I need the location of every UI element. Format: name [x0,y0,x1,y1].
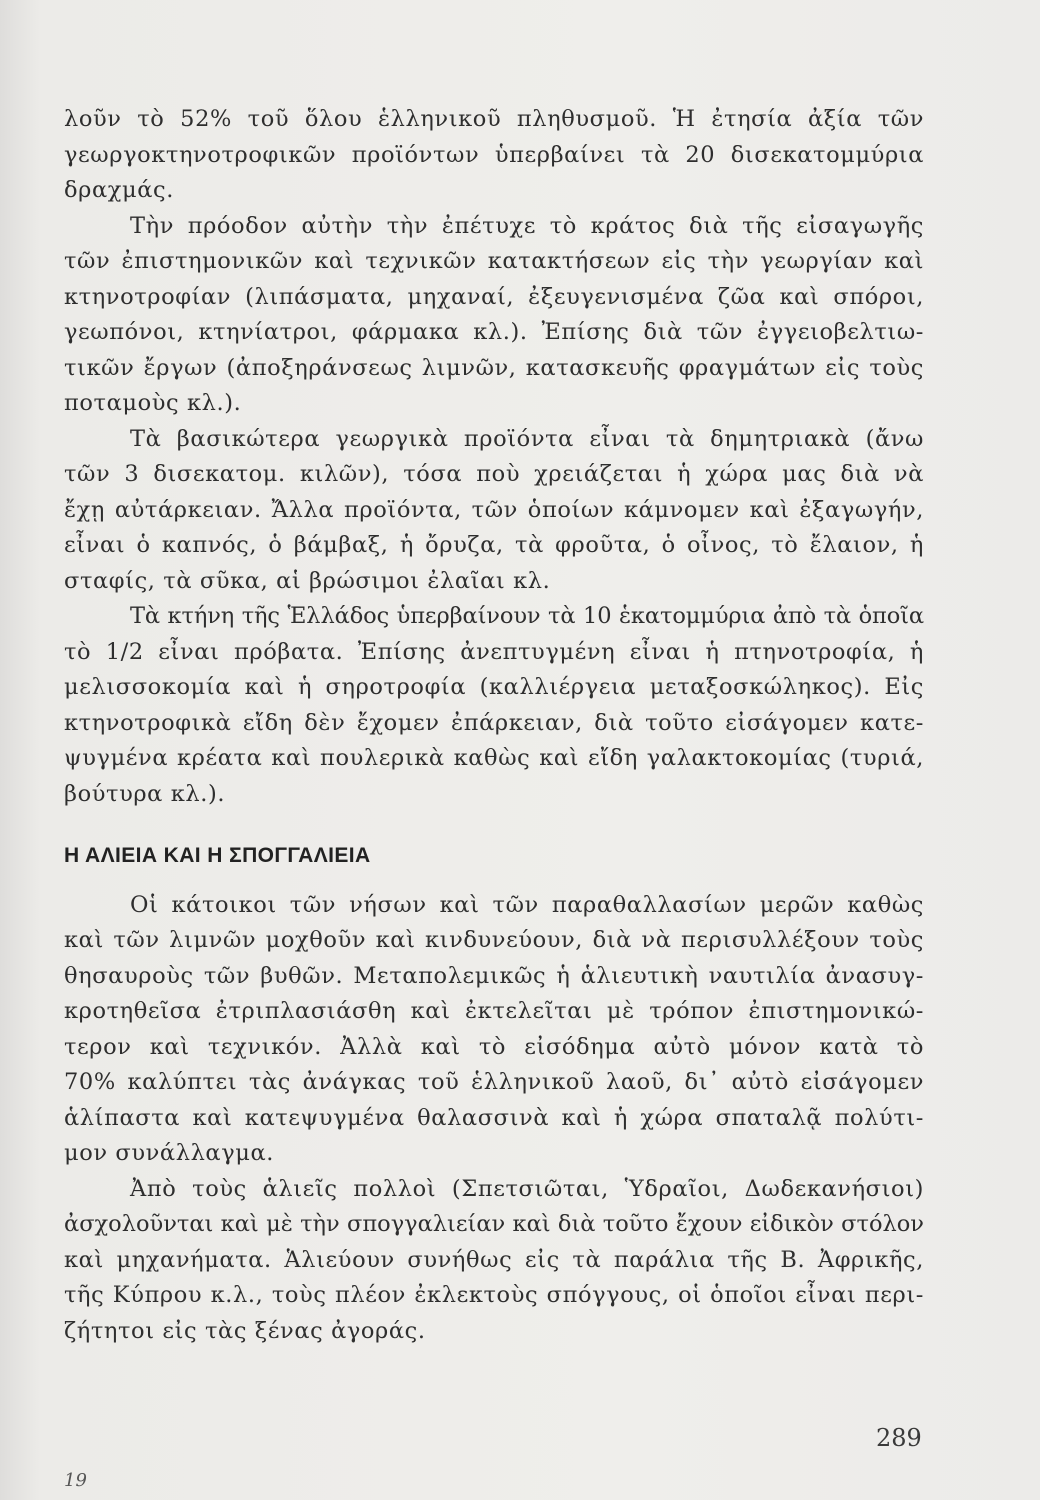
text-line: Τὰ κτήνη τῆς Ἑλλάδος ὑπερβαίνουν τὰ 10 ἑκατομμύρια ἀπὸ τὰ ὁποῖα [130,603,924,629]
text-line: τὸ 1/2 εἶναι πρόβατα. Ἐπίσης ἀνεπτυγμένη εἶναι ἡ πτηνοτροφία, ἡ [64,638,924,665]
paragraph-4 [64,599,924,812]
text-line: εἶναι ὁ καπνός, ὁ βάμβαξ, ἡ ὄρυζα, τὰ φροῦτα, ὁ οἶνος, τὸ ἔλαιον, ἡ [64,532,924,558]
text-line: τῆς Κύπρου κ.λ., τοὺς πλέον ἐκλεκτοὺς σπόγγους, οἱ ὁποῖοι εἶναι περι- [64,1282,924,1308]
text-line: 70% καλύπτει τὰς ἀνάγκας τοῦ ἑλληνικοῦ λαοῦ, δι᾽ αὐτὸ εἰσάγομεν [64,1069,924,1095]
text-line: γεωπόνοι, κτηνίατροι, φάρμακα κλ.). Ἐπίσης διὰ τῶν ἐγγειοβελτιω- [64,319,924,345]
text-line: τῶν 3 δισεκατομ. κιλῶν), τόσα ποὺ χρειάζεται ἡ χώρα μας διὰ νὰ [64,461,924,487]
text-line: ἔχῃ αὐτάρκειαν. Ἄλλα προϊόντα, τῶν ὁποίων κάμνομεν καὶ ἐξαγωγήν, [64,496,924,523]
body-text [64,102,924,1349]
text-line: θησαυροὺς τῶν βυθῶν. Μεταπολεμικῶς ἡ ἁλιευτικὴ ναυτιλία ἀνασυγ- [64,962,924,989]
text-line: τερον καὶ τεχνικόν. Ἀλλὰ καὶ τὸ εἰσόδημα αὐτὸ μόνον κατὰ τὸ [64,1033,924,1060]
signature-mark: 19 [64,1470,87,1491]
text-line: Τὰ βασικώτερα γεωργικὰ προϊόντα εἶναι τὰ δημητριακὰ (ἄνω [130,425,924,452]
text-line: ἁλίπαστα καὶ κατεψυγμένα θαλασσινὰ καὶ ἡ χώρα σπαταλᾷ πολύτι- [64,1104,924,1131]
text-line: κτηνοτροφίαν (λιπάσματα, μηχαναί, ἐξευγενισμένα ζῶα καὶ σπόροι, [64,283,924,310]
text-line: Τὴν πρόοδον αὐτὴν τὴν ἐπέτυχε τὸ κράτος διὰ τῆς εἰσαγωγῆς [130,212,924,239]
paragraph-5 [64,888,924,1172]
page-number: 289 [876,1424,922,1452]
text-line: Ἀπὸ τοὺς ἁλιεῖς πολλοὶ (Σπετσιῶται, Ὑδραῖοι, Δωδεκανήσιοι) [130,1175,924,1202]
text-line: κτηνοτροφικὰ εἴδη δὲν ἔχομεν ἐπάρκειαν, διὰ τοῦτο εἰσάγομεν κατε- [64,709,924,736]
text-line: τῶν ἐπιστημονικῶν καὶ τεχνικῶν κατακτήσεων εἰς τὴν γεωργίαν καὶ [64,248,924,274]
text-line: καὶ μηχανήματα. Ἁλιεύουν συνήθως εἰς τὰ παράλια τῆς Β. Ἀφρικῆς, [64,1246,924,1273]
text-line: ζήτητοι εἰς τὰς ξένας ἀγοράς. [64,1317,426,1344]
text-line: σταφίς, τὰ σῦκα, αἱ βρώσιμοι ἐλαῖαι κλ. [64,567,551,594]
paragraph-3 [64,422,924,600]
text-line: ἀσχολοῦνται καὶ μὲ τὴν σπογγαλιείαν καὶ διὰ τοῦτο ἔχουν εἰδικὸν στόλον [64,1211,924,1237]
text-line: ποταμοὺς κλ.). [64,390,242,416]
text-line: ψυγμένα κρέατα καὶ πουλερικὰ καθὼς καὶ εἴδη γαλακτοκομίας (τυριά, [64,745,924,771]
text-line: Οἱ κάτοικοι τῶν νήσων καὶ τῶν παραθαλλασίων μερῶν καθὼς [130,891,924,918]
text-line: βούτυρα κλ.). [64,780,226,807]
text-line: τικῶν ἔργων (ἀποξηράνσεως λιμνῶν, κατασκευῆς φραγμάτων εἰς τοὺς [64,354,924,381]
paragraph-1 [64,102,924,209]
paragraph-2 [64,209,924,422]
text-line: δραχμάς. [64,177,174,203]
text-line: λοῦν τὸ 52% τοῦ ὅλου ἑλληνικοῦ πληθυσμοῦ. Ἡ ἐτησία ἀξία τῶν [64,106,924,132]
text-line: μον συνάλλαγμα. [64,1140,275,1166]
section-heading: Η ΑΛΙΕΙΑ ΚΑΙ Η ΣΠΟΓΓΑΛΙΕΙΑ [64,844,371,867]
text-line: καὶ τῶν λιμνῶν μοχθοῦν καὶ κινδυνεύουν, διὰ νὰ περισυλλέξουν τοὺς [64,927,924,953]
text-line: μελισσοκομία καὶ ἡ σηροτροφία (καλλιέργεια μεταξοσκώληκος). Εἰς [64,674,924,700]
text-line: κροτηθεῖσα ἐτριπλασιάσθη καὶ ἐκτελεῖται μὲ τρόπον ἐπιστημονικώ- [64,998,924,1024]
paragraph-6 [64,1172,924,1350]
text-line: γεωργοκτηνοτροφικῶν προϊόντων ὑπερβαίνει τὰ 20 δισεκατομμύρια [64,141,924,168]
